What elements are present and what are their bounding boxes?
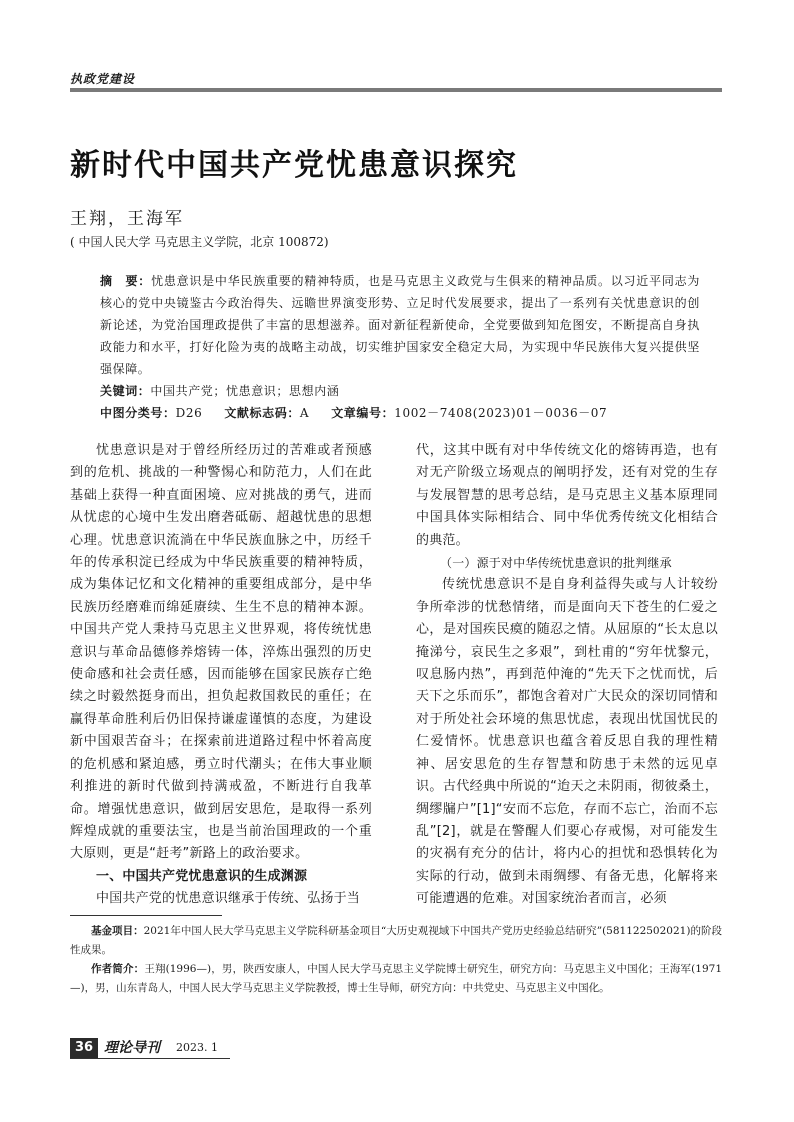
author-affiliation: ( 中国人民大学 马克思主义学院，北京 100872): [70, 235, 329, 249]
page-footer: [70, 1038, 230, 1059]
fund-note: [70, 922, 722, 960]
keywords-text: 中国共产党；忧患意识；思想内涵: [150, 384, 340, 398]
body-column-right: [416, 440, 718, 911]
article-authors: 王翔，王海军: [70, 209, 184, 229]
abstract-block: [100, 270, 700, 424]
body-paragraph: 忧患意识是对于曾经所经历过的苦难或者预感到的危机、挑战的一种警惕心和防范力，人们在此基础上获得一种直面困境、应对挑战的勇气，进而从忧虑的心境中生发出磨砻砥砺、超越忧患的思想心理。忧患意识流淌在中华民族血脉之中，历经千年的传承积淀已经成为中华民族重要的精神特质，成为集体记忆和文化精神的重要组成部分，是中华民族历经磨难而绵延赓续、生生不息的精神本源。中国共产党人秉持马克思主义世界观，将传统忧患意识与革命品德修养熔铸一体，淬炼出强烈的历史使命感和社会责任感，因而能够在国家民族存亡绝续之时毅然挺身而出，担负起救国救民的重任；在赢得革命胜利后仍旧保持谦虚谨慎的态度，为建设新中国艰苦奋斗；在探索前进道路过程中怀着高度的危机感和紧迫感，勇立时代潮头；在伟大事业顺利推进的新时代做到持满戒盈，不断进行自我革命。增强忧患意识，做到居安思危，是取得一系列辉煌成就的重要法宝，也是当前治国理政的一个重大原则，更是“赶考”新路上的政治要求。: [70, 443, 372, 862]
author-note: [70, 960, 722, 998]
article-no-value: 1002－7408(2023)01－0036－07: [394, 406, 608, 420]
abstract: [100, 270, 700, 380]
journal-issue: 2023. 1: [176, 1041, 218, 1054]
body-paragraph: 代，这其中既有对中华传统文化的熔铸再造，也有对无产阶级立场观点的阐明抒发，还有对党的生存与发展智慧的思考总结，是马克思主义基本原理同中国具体实际相结合、同中华优秀传统文化相结合的典范。: [416, 443, 718, 548]
author-bio-label: 作者简介：: [91, 963, 145, 975]
clc-label: 中图分类号：: [100, 406, 176, 420]
article-no-label: 文章编号：: [331, 406, 395, 420]
body-paragraph: 中国共产党的忧患意识继承于传统、弘扬于当: [96, 891, 361, 907]
keywords-label: 关键词：: [100, 384, 151, 398]
abstract-text: 忧患意识是中华民族重要的精神特质，也是马克思主义政党与生俱来的精神品质。以习近平同志为核心的党中央镜鉴古今政治得失、远瞻世界演变形势、立足时代发展要求，提出了一系列有关忧患意识的创新论述，为党治国理政提供了丰富的思想滋养。面对新征程新使命，全党要做到知危图安，不断提高自身执政能力和水平，打好化险为夷的战略主动战，切实维护国家安全稳定大局，为实现中华民族伟大复兴提供坚强保障。: [100, 274, 700, 376]
footnotes: [70, 922, 722, 998]
body-column-left: [70, 440, 372, 911]
clc-value: D26: [175, 406, 203, 420]
author-bio-text: 王翔(1996—)，男，陕西安康人，中国人民大学马克思主义学院博士研究生，研究方向：马克思主义中国化；王海军(1971—)，男，山东青岛人，中国人民大学马克思主义学院教授，博士生导师，研究方向：中共党史、马克思主义中国化。: [70, 963, 722, 994]
page-number: 36: [70, 1038, 98, 1058]
footnote-rule: [70, 915, 222, 916]
fund-label: 基金项目：: [91, 925, 144, 937]
section-label: 执政党建设: [70, 72, 136, 86]
keywords-line: [100, 380, 700, 402]
fund-text: 2021年中国人民大学马克思主义学院科研基金项目“大历史观视域下中国共产党历史经验总结研究”(581122502021)的阶段性成果。: [70, 925, 722, 956]
header-rule: [70, 88, 722, 92]
abstract-label: 摘 要：: [100, 274, 152, 288]
body-paragraph: 传统忧患意识不是自身利益得失或与人计较纷争所牵涉的忧愁情绪，而是面向天下苍生的仁爱之心，是对国疾民瘼的随忍之情。从屈原的“长太息以掩涕兮，哀民生之多艰”，到杜甫的“穷年忧黎元，叹息肠内热”，再到范仲淹的“先天下之忧而忧，后天下之乐而乐”，都饱含着对广大民众的深切同情和对于所处社会环境的焦思忧虑，表现出忧国忧民的仁爱情怀。忧患意识也蕴含着反思自我的理性精神、居安思危的生存智慧和防患于未然的远见卓识。古代经典中所说的“迨天之未阴雨，彻彼桑土，绸缪牖户”[1]“安而不忘危，存而不忘亡，治而不忘乱”[2]，就是在警醒人们要心存戒惕，对可能发生的灾祸有充分的估计，将内心的担忧和恐惧转化为实际的行动，做到未雨绸缪、有备无患，化解将来可能遭遇的危难。对国家统治者而言，必须: [416, 577, 718, 907]
article-title: 新时代中国共产党忧患意识探究: [70, 148, 518, 183]
journal-name: 理论导刊: [104, 1040, 160, 1056]
subsection-heading: （一）源于对中华传统忧患意识的批判继承: [440, 556, 672, 571]
classification-line: [100, 402, 700, 424]
doc-code-label: 文献标志码：: [224, 406, 300, 420]
doc-code-value: A: [299, 406, 310, 420]
section-heading: 一、中国共产党忧患意识的生成渊源: [96, 868, 308, 884]
